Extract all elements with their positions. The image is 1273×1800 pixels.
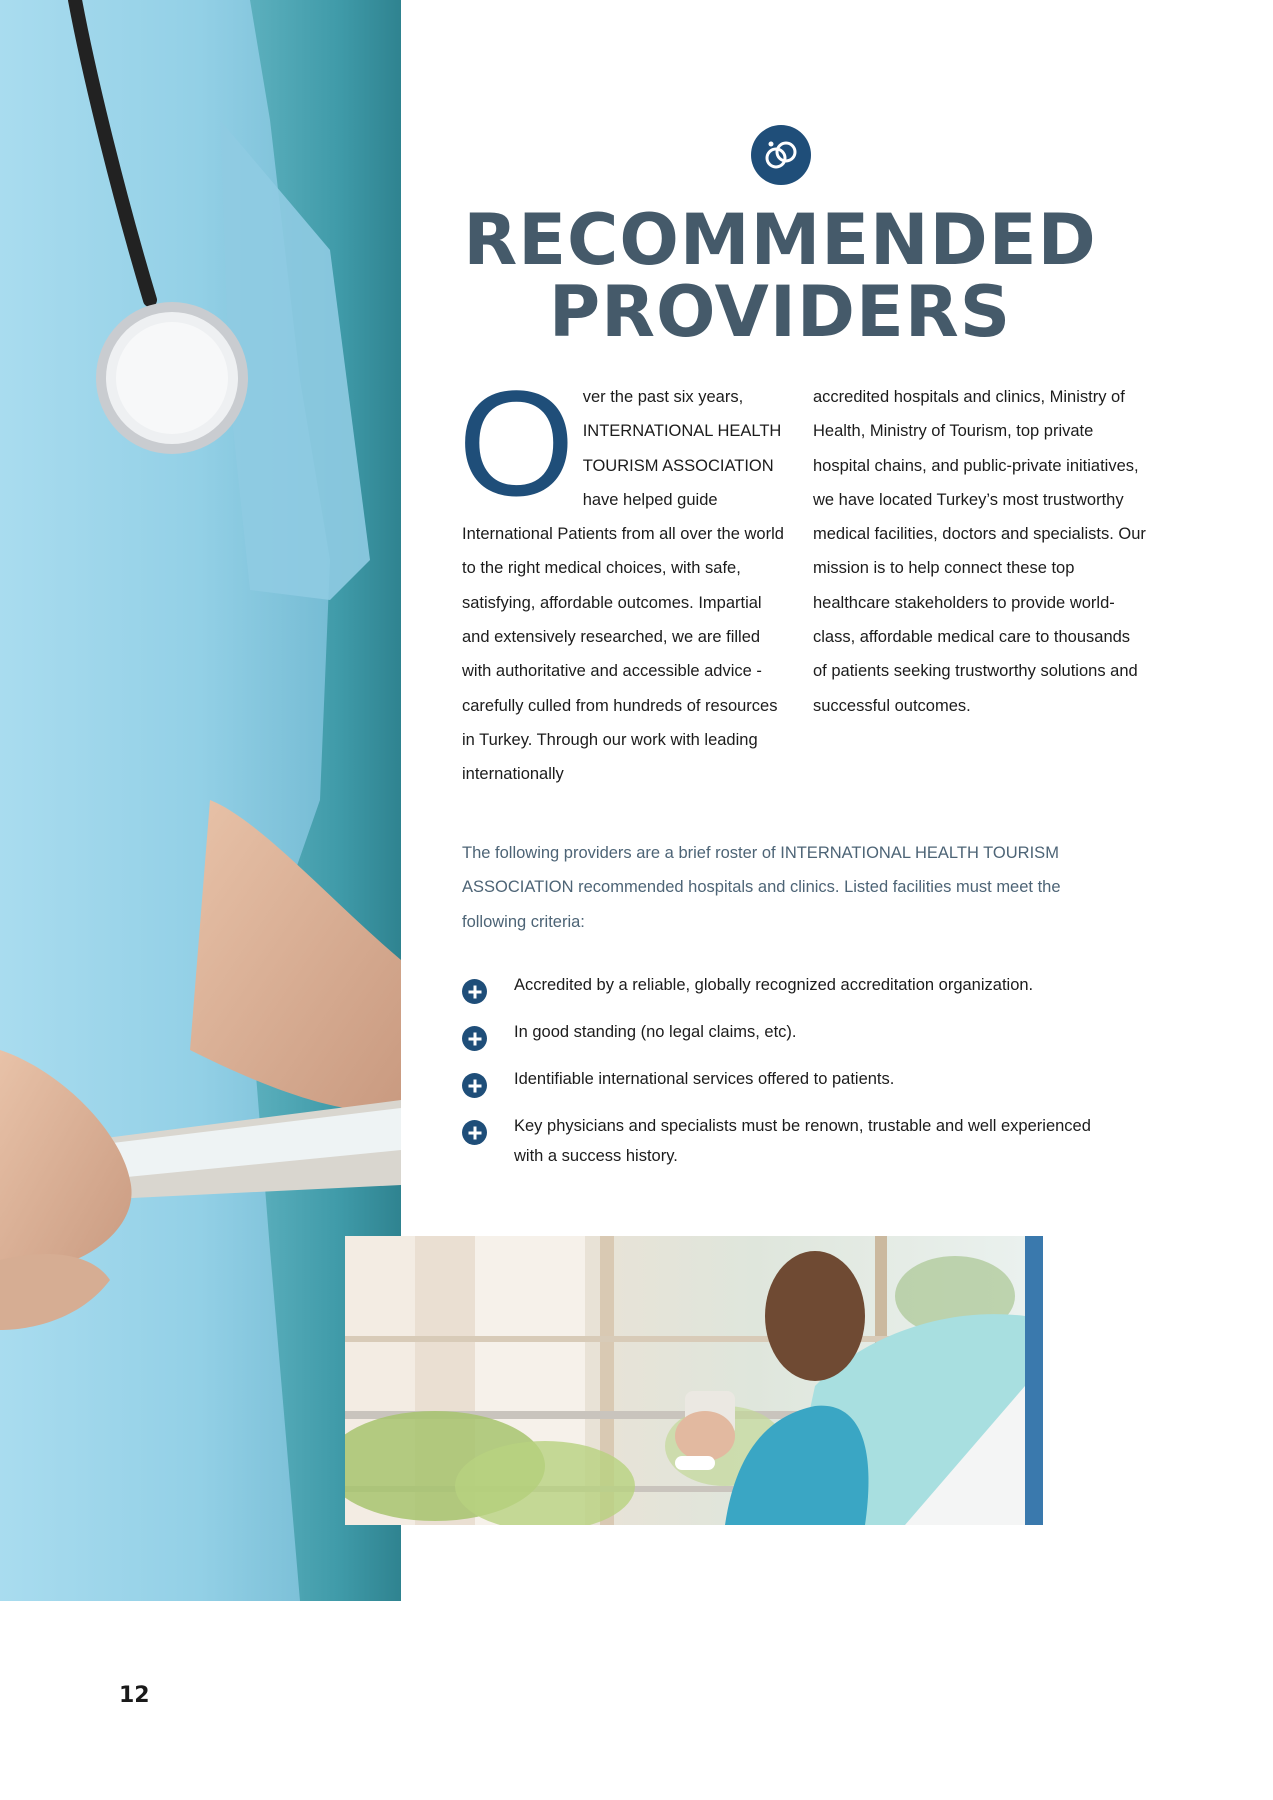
doctor-photo — [0, 0, 401, 1601]
drop-cap: O — [458, 359, 575, 527]
criteria-item — [462, 1017, 1112, 1047]
criteria-list — [462, 970, 1112, 1171]
criteria-item — [462, 1111, 1112, 1171]
page-title-line-2: PROVIDERS — [548, 271, 1012, 353]
criteria-item — [462, 970, 1112, 1000]
intro-right-column: accredited hospitals and clinics, Ministry of Health, Ministry of Tourism, top private hospital chains, and public-private initiatives, we have located Turkey’s most trustworthy medical facilities, doctors and specialists. Our mission is to help connect these top healthcare stakeholders to provide world-class, affordable medical care to thousands of patients seeking trustworthy solutions and successful outcomes. — [813, 388, 1146, 715]
photo-accent-bar — [1025, 1236, 1043, 1525]
criteria-text: Accredited by a reliable, globally recognized accreditation organization. — [514, 976, 1034, 994]
intro-text — [458, 359, 1146, 800]
page-number: 12 — [119, 1683, 150, 1708]
criteria-text: Key physicians and specialists must be renown, trustable and well experienced with a success history. — [514, 1117, 1091, 1165]
page-title — [440, 199, 1120, 353]
intro-left-text: ver the past six years, INTERNATIONAL HEALTH TOURISM ASSOCIATION have helped guide International Patients from all over the world to the right medical choices, with safe, satisfying, affordable outcomes. Impartial and extensively researched, we are filled with authoritative and accessible advice - carefully culled from hundreds of resources in Turkey. Through our work with leading internationally — [462, 388, 784, 784]
criteria-text: Identifiable international services offered to patients. — [514, 1070, 895, 1088]
criteria-item — [462, 1064, 1112, 1094]
criteria-text: In good standing (no legal claims, etc). — [514, 1023, 797, 1041]
plus-circle-icon — [462, 1026, 487, 1051]
patient-photo — [345, 1236, 1025, 1525]
plus-circle-icon — [462, 1120, 487, 1145]
page-title-line-1: RECOMMENDED — [463, 199, 1097, 281]
roster-note: The following providers are a brief roster of INTERNATIONAL HEALTH TOURISM ASSOCIATION recommended hospitals and clinics. Listed facilities must meet the following criteria: — [462, 844, 1061, 931]
intro-left-column — [458, 359, 792, 792]
association-logo-icon — [751, 125, 811, 185]
plus-circle-icon — [462, 1073, 487, 1098]
plus-circle-icon — [462, 979, 487, 1004]
